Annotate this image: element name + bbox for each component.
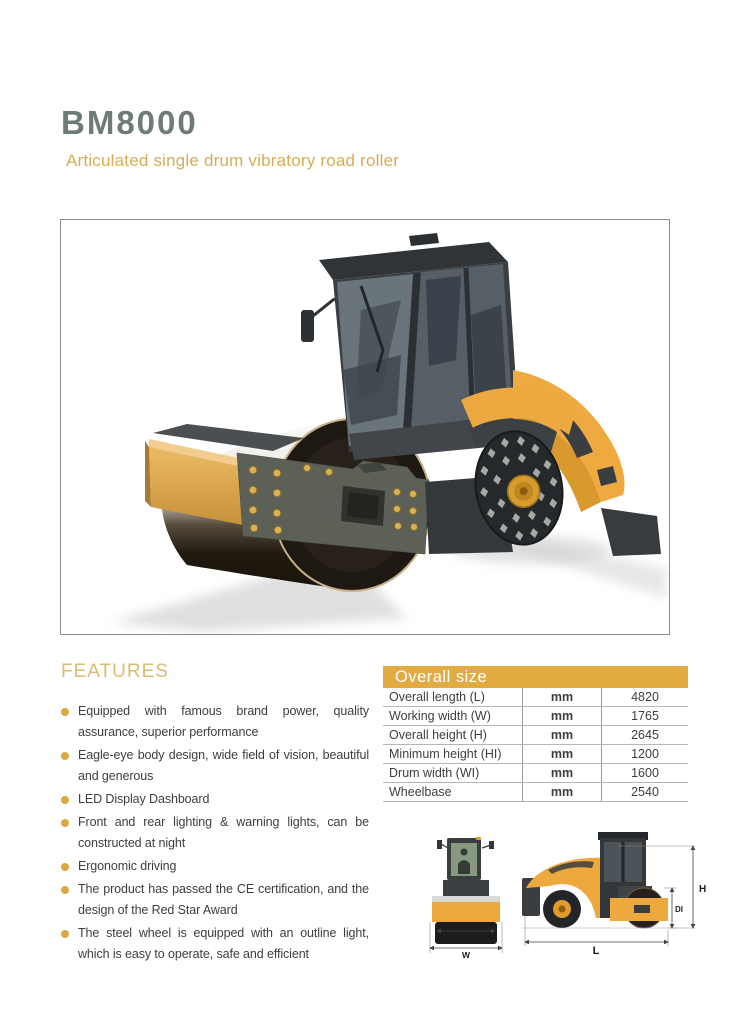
unit-cell: mm xyxy=(523,783,602,802)
dim-label-wi: WI xyxy=(461,934,471,943)
feature-text: Front and rear lighting & warning lights, can be constructed at night xyxy=(78,815,369,850)
table-row xyxy=(383,707,688,726)
param-cell: Overall height (H) xyxy=(383,726,523,745)
dim-label-di: DI xyxy=(675,905,683,914)
dim-label-w: W xyxy=(461,950,471,960)
feature-item xyxy=(61,745,369,787)
value-cell: 2645 xyxy=(602,726,689,745)
feature-text: LED Display Dashboard xyxy=(78,792,210,806)
bullet-icon xyxy=(61,930,69,938)
value-cell: 2540 xyxy=(602,783,689,802)
dim-label-l: L xyxy=(592,945,600,957)
page-subtitle: Articulated single drum vibratory road roller xyxy=(66,151,400,170)
size-table-header: Overall size xyxy=(383,666,688,688)
param-cell: Wheelbase xyxy=(383,783,523,802)
feature-text: The product has passed the CE certification, and the design of the Red Star Award xyxy=(78,882,369,917)
feature-text: Equipped with famous brand power, quality assurance, superior performance xyxy=(78,704,369,739)
bullet-icon xyxy=(61,863,69,871)
size-table xyxy=(383,666,688,802)
param-cell: Drum width (WI) xyxy=(383,764,523,783)
table-row xyxy=(383,688,688,707)
value-cell: 1765 xyxy=(602,707,689,726)
table-row xyxy=(383,764,688,783)
feature-text: Ergonomic driving xyxy=(78,859,177,873)
table-row xyxy=(383,726,688,745)
feature-item xyxy=(61,812,369,854)
unit-cell: mm xyxy=(523,764,602,783)
table-row xyxy=(383,783,688,802)
value-cell: 4820 xyxy=(602,688,689,707)
body xyxy=(443,880,489,896)
bullet-icon xyxy=(61,708,69,716)
mirror-icon xyxy=(489,841,494,849)
param-cell: Overall length (L) xyxy=(383,688,523,707)
product-photo-illustration xyxy=(61,220,669,634)
side-view-diagram xyxy=(518,826,728,981)
bullet-icon xyxy=(61,796,69,804)
product-photo xyxy=(60,219,670,635)
drum-frame xyxy=(432,902,500,922)
unit-cell: mm xyxy=(523,726,602,745)
bullet-icon xyxy=(61,886,69,894)
feature-item xyxy=(61,923,369,965)
bullet-icon xyxy=(61,752,69,760)
value-cell: 1200 xyxy=(602,745,689,764)
unit-cell: mm xyxy=(523,688,602,707)
bullet-icon xyxy=(61,819,69,827)
unit-cell: mm xyxy=(523,745,602,764)
param-cell: Minimum height (HI) xyxy=(383,745,523,764)
feature-text: The steel wheel is equipped with an outline light, which is easy to operate, safe and efficient xyxy=(78,926,369,961)
features-heading: FEATURES xyxy=(61,661,169,682)
feature-item xyxy=(61,789,369,810)
mirror-icon xyxy=(301,310,314,342)
unit-cell: mm xyxy=(523,707,602,726)
page-title: BM8000 xyxy=(61,104,198,141)
value-cell: 1600 xyxy=(602,764,689,783)
feature-item xyxy=(61,879,369,921)
feature-item xyxy=(61,856,369,877)
feature-item xyxy=(61,701,369,743)
table-row xyxy=(383,745,688,764)
dim-label-h: H xyxy=(699,884,707,895)
front-view-diagram xyxy=(428,834,504,965)
features-list xyxy=(61,701,369,967)
mirror-icon xyxy=(437,840,442,849)
feature-text: Eagle-eye body design, wide field of vision, beautiful and generous xyxy=(78,748,369,783)
param-cell: Working width (W) xyxy=(383,707,523,726)
operator xyxy=(461,849,468,856)
